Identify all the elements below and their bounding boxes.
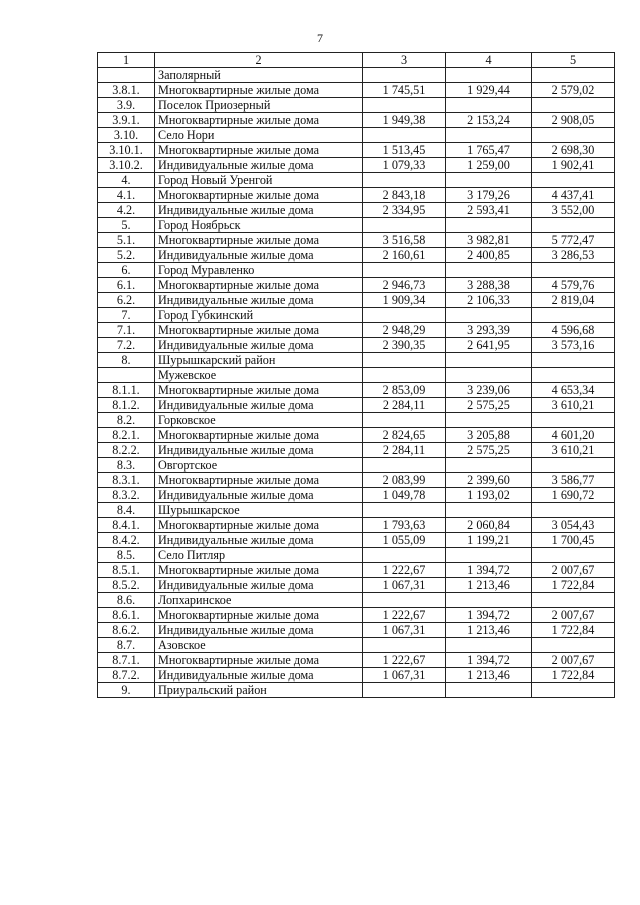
value-cell-col5: 4 653,34: [532, 383, 615, 398]
value-cell-col3: 1 909,34: [363, 293, 446, 308]
value-cell-col5: 3 054,43: [532, 518, 615, 533]
table-row: [98, 473, 615, 488]
value-cell-col5: 1 690,72: [532, 488, 615, 503]
row-number-cell: 5.1.: [98, 233, 155, 248]
value-cell-col3: 2 843,18: [363, 188, 446, 203]
row-number-cell: 8.7.1.: [98, 653, 155, 668]
value-cell-col5: 1 722,84: [532, 623, 615, 638]
value-cell-col4: 1 765,47: [446, 143, 532, 158]
table-row: [98, 578, 615, 593]
value-cell-col3: [363, 368, 446, 383]
value-cell-col4: [446, 548, 532, 563]
table-row: [98, 533, 615, 548]
row-number-cell: 8.4.: [98, 503, 155, 518]
value-cell-col3: 1 793,63: [363, 518, 446, 533]
value-cell-col3: 2 390,35: [363, 338, 446, 353]
value-cell-col5: 2 819,04: [532, 293, 615, 308]
row-name-cell: Индивидуальные жилые дома: [155, 248, 363, 263]
value-cell-col5: 2 007,67: [532, 653, 615, 668]
table-row: [98, 668, 615, 683]
value-cell-col5: [532, 68, 615, 83]
row-name-cell: Город Новый Уренгой: [155, 173, 363, 188]
row-name-cell: Многоквартирные жилые дома: [155, 518, 363, 533]
row-number-cell: 7.: [98, 308, 155, 323]
value-cell-col3: [363, 683, 446, 698]
value-cell-col4: 3 982,81: [446, 233, 532, 248]
row-name-cell: Многоквартирные жилые дома: [155, 233, 363, 248]
value-cell-col5: 3 552,00: [532, 203, 615, 218]
row-number-cell: 8.3.2.: [98, 488, 155, 503]
value-cell-col5: 3 610,21: [532, 398, 615, 413]
value-cell-col5: [532, 503, 615, 518]
table-row: [98, 158, 615, 173]
value-cell-col4: 2 060,84: [446, 518, 532, 533]
row-name-cell: Горковское: [155, 413, 363, 428]
value-cell-col4: 2 575,25: [446, 443, 532, 458]
value-cell-col5: 1 700,45: [532, 533, 615, 548]
row-name-cell: Индивидуальные жилые дома: [155, 533, 363, 548]
row-number-cell: 4.1.: [98, 188, 155, 203]
table-row: [98, 203, 615, 218]
value-cell-col3: 2 284,11: [363, 398, 446, 413]
table-row: [98, 458, 615, 473]
row-name-cell: Овгортское: [155, 458, 363, 473]
row-number-cell: 8.2.: [98, 413, 155, 428]
row-number-cell: 8.6.1.: [98, 608, 155, 623]
table-row: [98, 278, 615, 293]
value-cell-col3: 1 055,09: [363, 533, 446, 548]
table-body: [98, 68, 615, 698]
row-number-cell: 8.2.2.: [98, 443, 155, 458]
value-cell-col5: [532, 593, 615, 608]
value-cell-col3: 1 067,31: [363, 578, 446, 593]
table-row: [98, 173, 615, 188]
value-cell-col4: [446, 263, 532, 278]
value-cell-col5: 1 902,41: [532, 158, 615, 173]
row-name-cell: Индивидуальные жилые дома: [155, 443, 363, 458]
table-row: [98, 113, 615, 128]
value-cell-col4: [446, 683, 532, 698]
table-row: [98, 638, 615, 653]
row-name-cell: Индивидуальные жилые дома: [155, 338, 363, 353]
table-row: [98, 188, 615, 203]
value-cell-col3: 2 853,09: [363, 383, 446, 398]
value-cell-col5: 4 596,68: [532, 323, 615, 338]
value-cell-col4: [446, 638, 532, 653]
value-cell-col3: 2 083,99: [363, 473, 446, 488]
row-number-cell: 8.1.1.: [98, 383, 155, 398]
table-row: [98, 623, 615, 638]
row-name-cell: Город Губкинский: [155, 308, 363, 323]
table-row: [98, 518, 615, 533]
value-cell-col3: [363, 308, 446, 323]
row-name-cell: Село Нори: [155, 128, 363, 143]
row-number-cell: 4.2.: [98, 203, 155, 218]
table-row: [98, 248, 615, 263]
value-cell-col3: [363, 263, 446, 278]
value-cell-col5: [532, 263, 615, 278]
value-cell-col3: [363, 593, 446, 608]
header-cell: 4: [446, 53, 532, 68]
value-cell-col4: 3 293,39: [446, 323, 532, 338]
value-cell-col5: 1 722,84: [532, 578, 615, 593]
row-name-cell: Село Питляр: [155, 548, 363, 563]
value-cell-col4: 1 193,02: [446, 488, 532, 503]
row-number-cell: 3.10.: [98, 128, 155, 143]
row-number-cell: 8.3.1.: [98, 473, 155, 488]
row-number-cell: 7.2.: [98, 338, 155, 353]
value-cell-col5: 2 579,02: [532, 83, 615, 98]
value-cell-col3: 2 946,73: [363, 278, 446, 293]
row-number-cell: 8.7.: [98, 638, 155, 653]
table-row: [98, 548, 615, 563]
table-row: [98, 353, 615, 368]
row-name-cell: Многоквартирные жилые дома: [155, 143, 363, 158]
value-cell-col4: 2 641,95: [446, 338, 532, 353]
row-number-cell: 8.5.1.: [98, 563, 155, 578]
header-cell: 5: [532, 53, 615, 68]
table-row: [98, 68, 615, 83]
row-name-cell: Многоквартирные жилые дома: [155, 653, 363, 668]
row-name-cell: Шурышкарский район: [155, 353, 363, 368]
row-name-cell: Поселок Приозерный: [155, 98, 363, 113]
value-cell-col4: 1 213,46: [446, 623, 532, 638]
row-name-cell: Индивидуальные жилые дома: [155, 488, 363, 503]
table-row: [98, 488, 615, 503]
row-number-cell: 8.5.: [98, 548, 155, 563]
value-cell-col5: 1 722,84: [532, 668, 615, 683]
value-cell-col3: 1 745,51: [363, 83, 446, 98]
table-row: [98, 128, 615, 143]
value-cell-col5: 2 698,30: [532, 143, 615, 158]
value-cell-col3: 2 160,61: [363, 248, 446, 263]
value-cell-col5: [532, 458, 615, 473]
row-name-cell: Индивидуальные жилые дома: [155, 623, 363, 638]
table-row: [98, 383, 615, 398]
row-number-cell: 3.10.1.: [98, 143, 155, 158]
row-name-cell: Индивидуальные жилые дома: [155, 158, 363, 173]
value-cell-col3: [363, 503, 446, 518]
value-cell-col5: 3 573,16: [532, 338, 615, 353]
value-cell-col4: [446, 353, 532, 368]
row-number-cell: [98, 68, 155, 83]
row-name-cell: Лопхаринское: [155, 593, 363, 608]
value-cell-col3: 1 067,31: [363, 623, 446, 638]
row-number-cell: 8.2.1.: [98, 428, 155, 443]
value-cell-col4: [446, 503, 532, 518]
value-cell-col5: 3 610,21: [532, 443, 615, 458]
value-cell-col4: 2 153,24: [446, 113, 532, 128]
value-cell-col3: 1 049,78: [363, 488, 446, 503]
row-number-cell: 3.8.1.: [98, 83, 155, 98]
value-cell-col4: 3 288,38: [446, 278, 532, 293]
row-name-cell: Индивидуальные жилые дома: [155, 668, 363, 683]
row-name-cell: Многоквартирные жилые дома: [155, 608, 363, 623]
row-number-cell: 9.: [98, 683, 155, 698]
value-cell-col5: 2 908,05: [532, 113, 615, 128]
value-cell-col5: [532, 128, 615, 143]
table-row: [98, 443, 615, 458]
value-cell-col3: 2 948,29: [363, 323, 446, 338]
row-number-cell: 8.4.1.: [98, 518, 155, 533]
table-row: [98, 233, 615, 248]
table-row: [98, 368, 615, 383]
row-number-cell: 5.: [98, 218, 155, 233]
row-name-cell: Индивидуальные жилые дома: [155, 293, 363, 308]
value-cell-col3: 1 079,33: [363, 158, 446, 173]
value-cell-col3: [363, 128, 446, 143]
table-row: [98, 263, 615, 278]
row-number-cell: 8.: [98, 353, 155, 368]
value-cell-col5: [532, 368, 615, 383]
row-number-cell: 8.7.2.: [98, 668, 155, 683]
row-name-cell: Индивидуальные жилые дома: [155, 398, 363, 413]
value-cell-col4: 3 239,06: [446, 383, 532, 398]
row-name-cell: Город Муравленко: [155, 263, 363, 278]
value-cell-col5: [532, 218, 615, 233]
value-cell-col4: [446, 368, 532, 383]
value-cell-col5: [532, 413, 615, 428]
value-cell-col5: [532, 548, 615, 563]
table-row: [98, 503, 615, 518]
header-cell: 1: [98, 53, 155, 68]
value-cell-col5: 2 007,67: [532, 608, 615, 623]
row-number-cell: 4.: [98, 173, 155, 188]
table-row: [98, 323, 615, 338]
value-cell-col3: 1 222,67: [363, 608, 446, 623]
row-number-cell: 8.4.2.: [98, 533, 155, 548]
header-cell: 3: [363, 53, 446, 68]
value-cell-col3: [363, 548, 446, 563]
value-cell-col3: 2 284,11: [363, 443, 446, 458]
row-name-cell: Многоквартирные жилые дома: [155, 383, 363, 398]
row-name-cell: Многоквартирные жилые дома: [155, 83, 363, 98]
table-row: [98, 653, 615, 668]
table-row: [98, 218, 615, 233]
value-cell-col4: 1 929,44: [446, 83, 532, 98]
value-cell-col3: 2 824,65: [363, 428, 446, 443]
row-name-cell: Многоквартирные жилые дома: [155, 278, 363, 293]
row-number-cell: 8.5.2.: [98, 578, 155, 593]
value-cell-col3: [363, 458, 446, 473]
value-cell-col4: 2 593,41: [446, 203, 532, 218]
value-cell-col4: 2 106,33: [446, 293, 532, 308]
value-cell-col4: 2 400,85: [446, 248, 532, 263]
row-number-cell: 8.1.2.: [98, 398, 155, 413]
row-name-cell: Многоквартирные жилые дома: [155, 473, 363, 488]
value-cell-col4: [446, 458, 532, 473]
value-cell-col4: [446, 68, 532, 83]
value-cell-col5: 4 601,20: [532, 428, 615, 443]
value-cell-col4: 3 179,26: [446, 188, 532, 203]
table-row: [98, 593, 615, 608]
value-cell-col3: [363, 173, 446, 188]
value-cell-col4: 1 213,46: [446, 668, 532, 683]
table-row: [98, 608, 615, 623]
value-cell-col3: 1 067,31: [363, 668, 446, 683]
value-cell-col4: 1 259,00: [446, 158, 532, 173]
table-header-row: [98, 53, 615, 68]
table-row: [98, 293, 615, 308]
row-number-cell: 6.2.: [98, 293, 155, 308]
value-cell-col5: [532, 98, 615, 113]
row-number-cell: 6.: [98, 263, 155, 278]
value-cell-col5: [532, 173, 615, 188]
value-cell-col4: 1 199,21: [446, 533, 532, 548]
value-cell-col4: [446, 98, 532, 113]
value-cell-col4: [446, 218, 532, 233]
row-name-cell: Город Ноябрьск: [155, 218, 363, 233]
value-cell-col3: 1 222,67: [363, 563, 446, 578]
row-name-cell: Многоквартирные жилые дома: [155, 323, 363, 338]
row-number-cell: 3.9.: [98, 98, 155, 113]
row-number-cell: 6.1.: [98, 278, 155, 293]
value-cell-col3: 1 949,38: [363, 113, 446, 128]
row-number-cell: 7.1.: [98, 323, 155, 338]
row-name-cell: Мужевское: [155, 368, 363, 383]
value-cell-col3: 3 516,58: [363, 233, 446, 248]
row-number-cell: [98, 368, 155, 383]
value-cell-col5: 3 286,53: [532, 248, 615, 263]
table-row: [98, 308, 615, 323]
value-cell-col4: 2 399,60: [446, 473, 532, 488]
value-cell-col3: [363, 353, 446, 368]
page-number: 7: [317, 31, 323, 45]
value-cell-col5: 4 437,41: [532, 188, 615, 203]
value-cell-col4: [446, 128, 532, 143]
value-cell-col4: 2 575,25: [446, 398, 532, 413]
value-cell-col5: [532, 353, 615, 368]
value-cell-col3: 2 334,95: [363, 203, 446, 218]
price-table: [97, 52, 615, 698]
value-cell-col3: 1 513,45: [363, 143, 446, 158]
row-name-cell: Многоквартирные жилые дома: [155, 428, 363, 443]
value-cell-col4: 1 394,72: [446, 563, 532, 578]
row-number-cell: 8.6.: [98, 593, 155, 608]
value-cell-col3: [363, 98, 446, 113]
row-name-cell: Многоквартирные жилые дома: [155, 188, 363, 203]
row-name-cell: Азовское: [155, 638, 363, 653]
table-row: [98, 338, 615, 353]
value-cell-col3: 1 222,67: [363, 653, 446, 668]
value-cell-col4: 1 394,72: [446, 653, 532, 668]
table-row: [98, 98, 615, 113]
value-cell-col5: 5 772,47: [532, 233, 615, 248]
row-name-cell: Многоквартирные жилые дома: [155, 113, 363, 128]
value-cell-col3: [363, 68, 446, 83]
value-cell-col4: 3 205,88: [446, 428, 532, 443]
header-cell: 2: [155, 53, 363, 68]
value-cell-col5: 3 586,77: [532, 473, 615, 488]
table-row: [98, 563, 615, 578]
value-cell-col5: [532, 683, 615, 698]
row-name-cell: Приуральский район: [155, 683, 363, 698]
row-number-cell: 8.6.2.: [98, 623, 155, 638]
table-row: [98, 683, 615, 698]
value-cell-col4: [446, 308, 532, 323]
table-row: [98, 428, 615, 443]
row-name-cell: Шурышкарское: [155, 503, 363, 518]
value-cell-col5: 4 579,76: [532, 278, 615, 293]
row-number-cell: 8.3.: [98, 458, 155, 473]
value-cell-col5: 2 007,67: [532, 563, 615, 578]
value-cell-col4: [446, 413, 532, 428]
value-cell-col3: [363, 218, 446, 233]
value-cell-col5: [532, 308, 615, 323]
row-number-cell: 5.2.: [98, 248, 155, 263]
row-number-cell: 3.10.2.: [98, 158, 155, 173]
table-row: [98, 398, 615, 413]
row-name-cell: Заполярный: [155, 68, 363, 83]
row-number-cell: 3.9.1.: [98, 113, 155, 128]
value-cell-col4: [446, 173, 532, 188]
row-name-cell: Многоквартирные жилые дома: [155, 563, 363, 578]
value-cell-col3: [363, 638, 446, 653]
table-row: [98, 83, 615, 98]
value-cell-col4: 1 394,72: [446, 608, 532, 623]
value-cell-col4: [446, 593, 532, 608]
value-cell-col3: [363, 413, 446, 428]
value-cell-col5: [532, 638, 615, 653]
row-name-cell: Индивидуальные жилые дома: [155, 203, 363, 218]
row-name-cell: Индивидуальные жилые дома: [155, 578, 363, 593]
table-row: [98, 413, 615, 428]
table-row: [98, 143, 615, 158]
value-cell-col4: 1 213,46: [446, 578, 532, 593]
